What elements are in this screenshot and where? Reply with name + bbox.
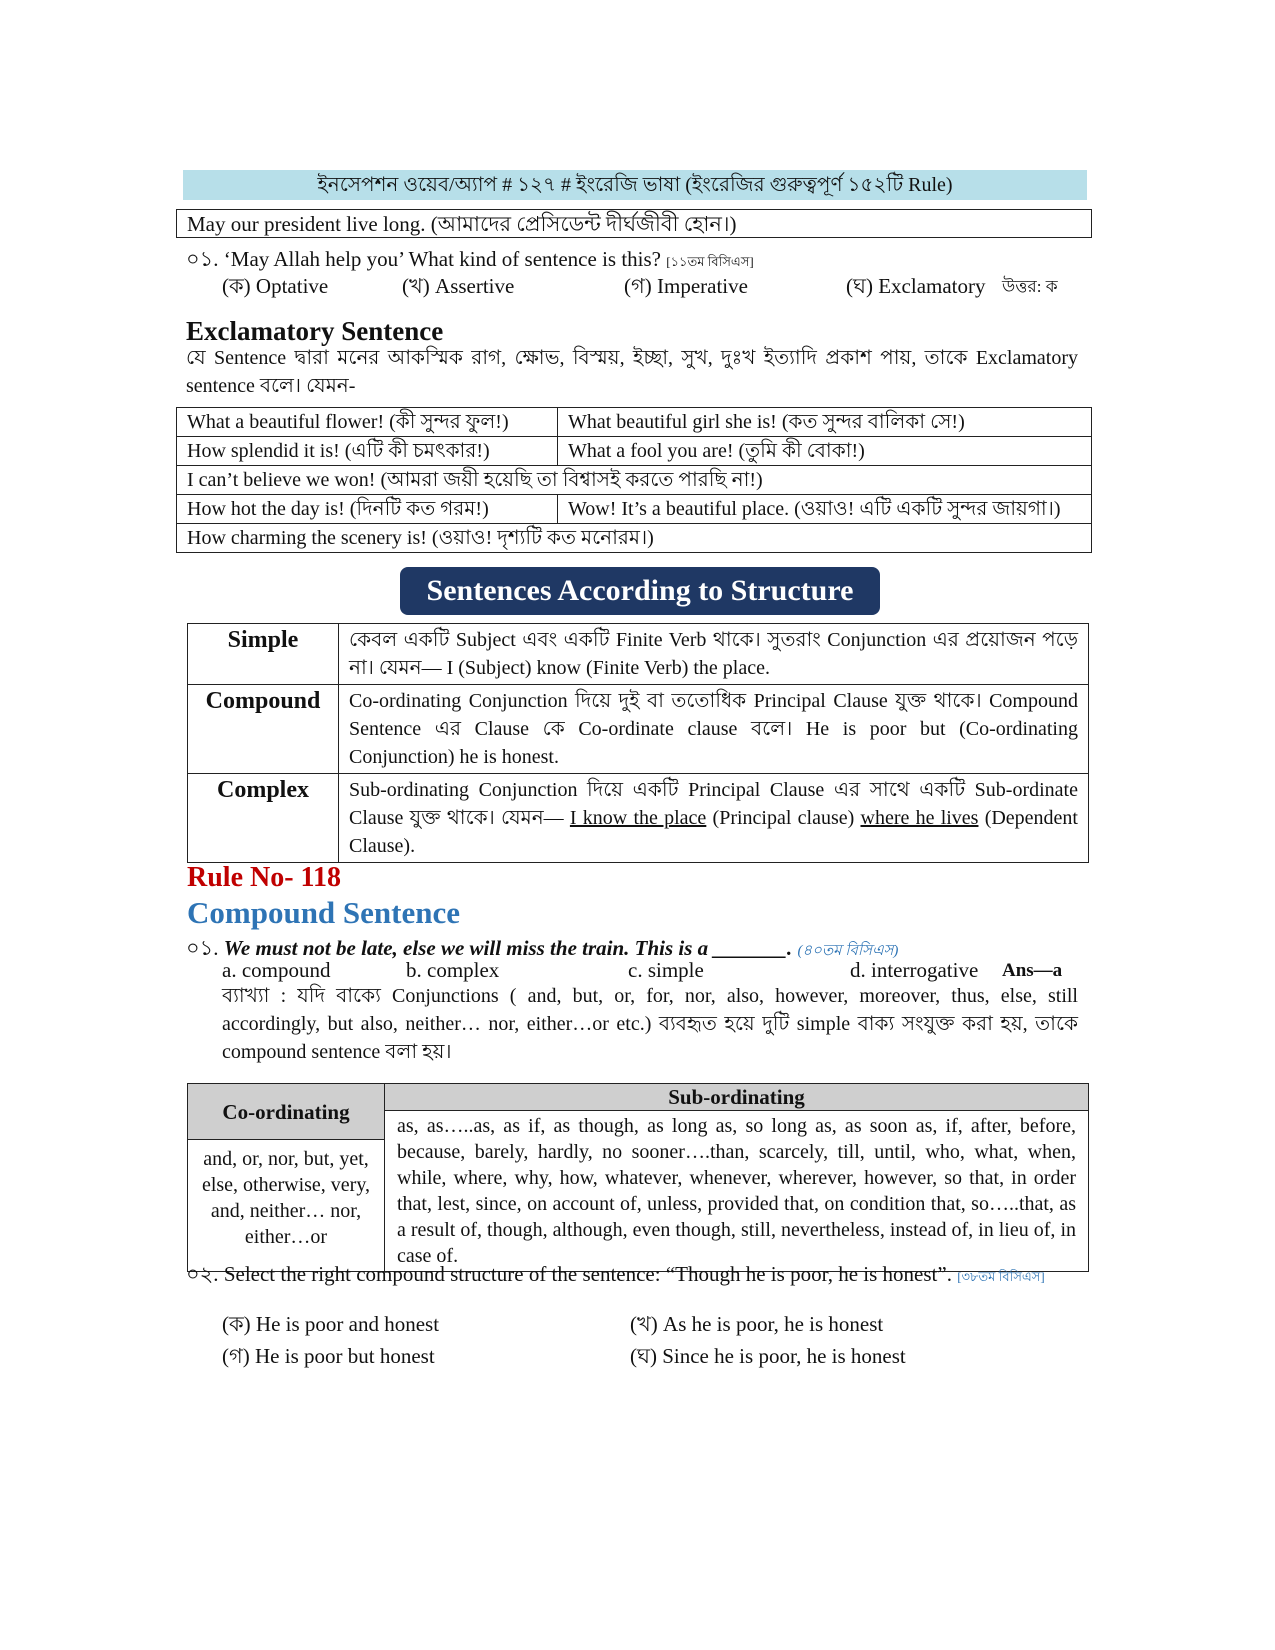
complex-dependent-clause: where he lives	[860, 807, 979, 829]
q1-option-c: (গ) Imperative	[624, 274, 748, 298]
example-cell: What a beautiful flower! (কী সুন্দর ফুল!)	[177, 408, 558, 437]
rule-title: Compound Sentence	[187, 895, 461, 930]
example-cell: How splendid it is! (এটি কী চমৎকার!)	[177, 437, 558, 466]
coordinating-list: and, or, nor, but, yet, else, otherwise, very, and, neither… nor, either…or	[188, 1140, 385, 1272]
complex-text-mid: (Principal clause)	[706, 807, 861, 829]
subordinating-header: Sub-ordinating	[385, 1084, 1089, 1111]
q2-explanation: ব্যাখ্যা : যদি বাক্যে Conjunctions ( and, but, or, for, nor, also, however, moreover, thus, else, still accordingly, but also, neither… nor, either…or etc.) ব্যবহৃত হয়ে দুটি simple বাক্য সংযুক্ত করা হয়, তাকে compound sentence বলা হয়।	[222, 985, 1078, 1063]
complex-text-pre: Sub-ordinating Conjunction দিয়ে একটি Principal Clause এর সাথে একটি Sub-ordinate Clause যুক্ত থাকে। যেমন—	[349, 779, 1078, 829]
compound-text: Co-ordinating Conjunction দিয়ে দুই বা ততোধিক Principal Clause যুক্ত থাকে। Compound Sentence এর Clause কে Co-ordinate clause বলে। He is poor but (Co-ordinating Conjunction) he is honest.	[339, 685, 1089, 774]
table-row	[188, 1084, 1089, 1111]
q3-line	[186, 1258, 1076, 1293]
example-cell: Wow! It’s a beautiful place. (ওয়াও! এটি একটি সুন্দর জায়গা।)	[558, 495, 1092, 524]
q1-option-a: (ক) Optative	[222, 274, 329, 298]
q3-text: Select the right compound structure of the sentence: “Though he is poor, he is honest”.	[223, 1262, 952, 1286]
rule-number: Rule No- 118	[187, 862, 341, 893]
simple-label: Simple	[188, 624, 339, 685]
q2-text: We must not be late, else we will miss the train. This is a _______.	[223, 936, 793, 960]
table-row	[177, 437, 1092, 466]
exclamatory-heading: Exclamatory Sentence	[186, 316, 444, 346]
q3-option-d: (ঘ) Since he is poor, he is honest	[630, 1344, 906, 1368]
table-row	[177, 408, 1092, 437]
coordinating-header: Co-ordinating	[188, 1084, 385, 1140]
q2-source: (৪০তম বিসিএস)	[797, 943, 899, 959]
compound-label: Compound	[188, 685, 339, 774]
example-cell: How hot the day is! (দিনটি কত গরম!)	[177, 495, 558, 524]
q2-option-b: b. complex	[406, 958, 500, 982]
example-cell: I can’t believe we won! (আমরা জয়ী হয়েছি তা বিশ্বাসই করতে পারছি না!)	[177, 466, 1092, 495]
exclamatory-examples-table	[176, 407, 1092, 553]
q3-number: ০২.	[186, 1262, 219, 1286]
boxed-example: May our president live long. (আমাদের প্রেসিডেন্ট দীর্ঘজীবী হোন।)	[176, 209, 1092, 238]
q2-option-c: c. simple	[628, 958, 704, 982]
example-cell: How charming the scenery is! (ওয়াও! দৃশ্যটি কত মনোরম।)	[177, 524, 1092, 553]
q1-number: ০১.	[186, 247, 219, 271]
table-row	[188, 774, 1089, 863]
complex-principal-clause: I know the place	[569, 807, 707, 829]
conjunction-table	[187, 1083, 1089, 1272]
q2-option-a: a. compound	[222, 958, 331, 982]
header-banner: ইনসেপশন ওয়েব/অ্যাপ # ১২৭ # ইংরেজি ভাষা (ইংরেজির গুরুত্বপূর্ণ ১৫২টি Rule)	[183, 170, 1087, 200]
q1-option-d: (ঘ) Exclamatory	[846, 274, 986, 298]
table-row	[177, 524, 1092, 553]
q2-option-d: d. interrogative	[850, 958, 979, 982]
q2-number: ০১.	[186, 936, 219, 960]
structure-table	[187, 623, 1089, 863]
structure-title: Sentences According to Structure	[400, 567, 880, 615]
subordinating-list: as, as…..as, as if, as though, as long as, so long as, as soon as, if, after, before, because, barely, hardly, no sooner….than, scarcely, till, until, who, what, when, while, where, why, how, whatever, whenever, wherever, however, so that, in order that, lest, since, on account of, unless, provided that, on condition that, so…..that, as a result of, though, although, even though, still, nevertheless, instead of, in lieu of, in case of.	[385, 1111, 1089, 1272]
table-row	[188, 624, 1089, 685]
table-row	[177, 466, 1092, 495]
q3-source: [৩৮তম বিসিএস]	[957, 1269, 1045, 1284]
example-cell: What a fool you are! (তুমি কী বোকা!)	[558, 437, 1092, 466]
complex-text	[339, 774, 1089, 863]
q2-answer: Ans—a	[1002, 960, 1063, 981]
q1-source: [১১তম বিসিএস]	[666, 254, 754, 269]
complex-text-post: (Dependent Clause).	[349, 807, 1078, 857]
exclamatory-definition: যে Sentence দ্বারা মনের আকস্মিক রাগ, ক্ষোভ, বিস্ময়, ইচ্ছা, সুখ, দুঃখ ইত্যাদি প্রকাশ পায়, তাকে Exclamatory sentence বলে। যেমন-	[186, 347, 1078, 397]
simple-text: কেবল একটি Subject এবং একটি Finite Verb থাকে। সুতরাং Conjunction এর প্রয়োজন পড়ে না। যেমন— I (Subject) know (Finite Verb) the place.	[339, 624, 1089, 685]
table-row	[188, 685, 1089, 774]
example-cell: What beautiful girl she is! (কত সুন্দর বালিকা সে!)	[558, 408, 1092, 437]
q1-answer: উত্তর: ক	[1002, 277, 1058, 296]
q1-text: ‘May Allah help you’ What kind of sentence is this?	[223, 247, 661, 271]
q3-option-b: (খ) As he is poor, he is honest	[630, 1312, 884, 1336]
q3-option-c: (গ) He is poor but honest	[222, 1344, 435, 1368]
table-row	[177, 495, 1092, 524]
q3-option-a: (ক) He is poor and honest	[222, 1312, 440, 1336]
complex-label: Complex	[188, 774, 339, 863]
q1-option-b: (খ) Assertive	[402, 274, 515, 298]
